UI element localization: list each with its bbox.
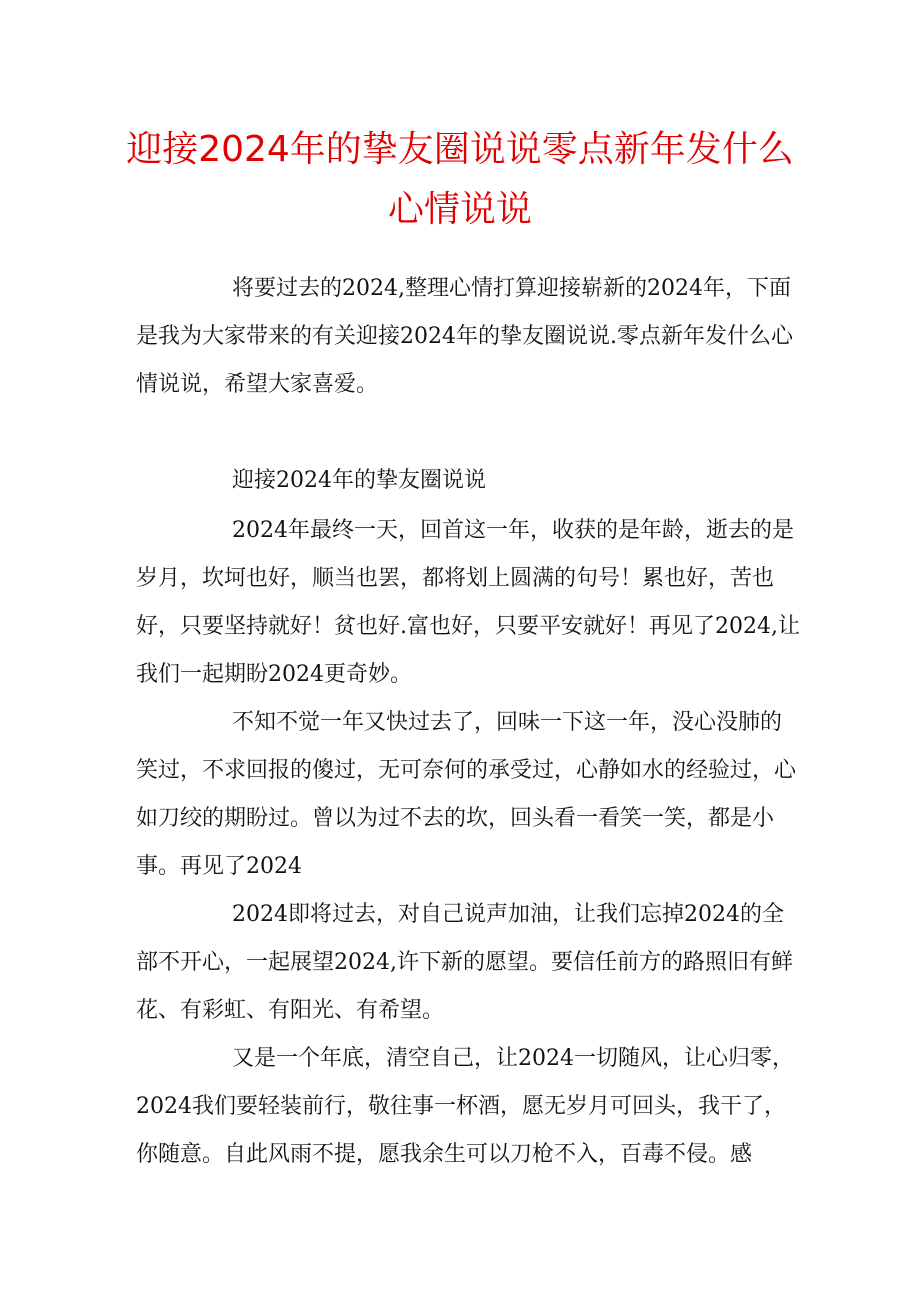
paragraph-2: 不知不觉一年又快过去了，回味一下这一年，没心没肺的笑过，不求回报的傻过，无可奈何的承受过，心静如水的经验过，心如刀绞的期盼过。曾以为过不去的坎，回头看一看笑一笑，都是小事。再见了2024 (136, 710, 797, 879)
paragraph-1: 2024年最终一天，回首这一年，收获的是年龄，逝去的是岁月，坎坷也好，顺当也罢，都将划上圆满的句号！累也好，苦也好，只要坚持就好！贫也好.富也好，只要平安就好！再见了2024,让我们一起期盼2024更奇妙。 (136, 518, 800, 687)
section-heading: 迎接2024年的挚友圈说说 (232, 468, 486, 493)
intro-paragraph: 将要过去的2024,整理心情打算迎接崭新的2024年，下面是我为大家带来的有关迎接2024年的挚友圈说说.零点新年发什么心情说说，希望大家喜爱。 (136, 276, 793, 397)
page-title: 迎接2024年的挚友圈说说零点新年发什么心情说说 (126, 129, 794, 230)
paragraph-4: 又是一个年底，清空自己，让2024一切随风，让心归零，2024我们要轻装前行，敬往事一杯酒，愿无岁月可回头，我干了，你随意。自此风雨不提，愿我余生可以刀枪不入，百毒不侵。感 (136, 1046, 794, 1167)
paragraph-3: 2024即将过去，对自己说声加油，让我们忘掉2024的全部不开心，一起展望2024,许下新的愿望。要信任前方的路照旧有鲜花、有彩虹、有阳光、有希望。 (136, 902, 793, 1023)
